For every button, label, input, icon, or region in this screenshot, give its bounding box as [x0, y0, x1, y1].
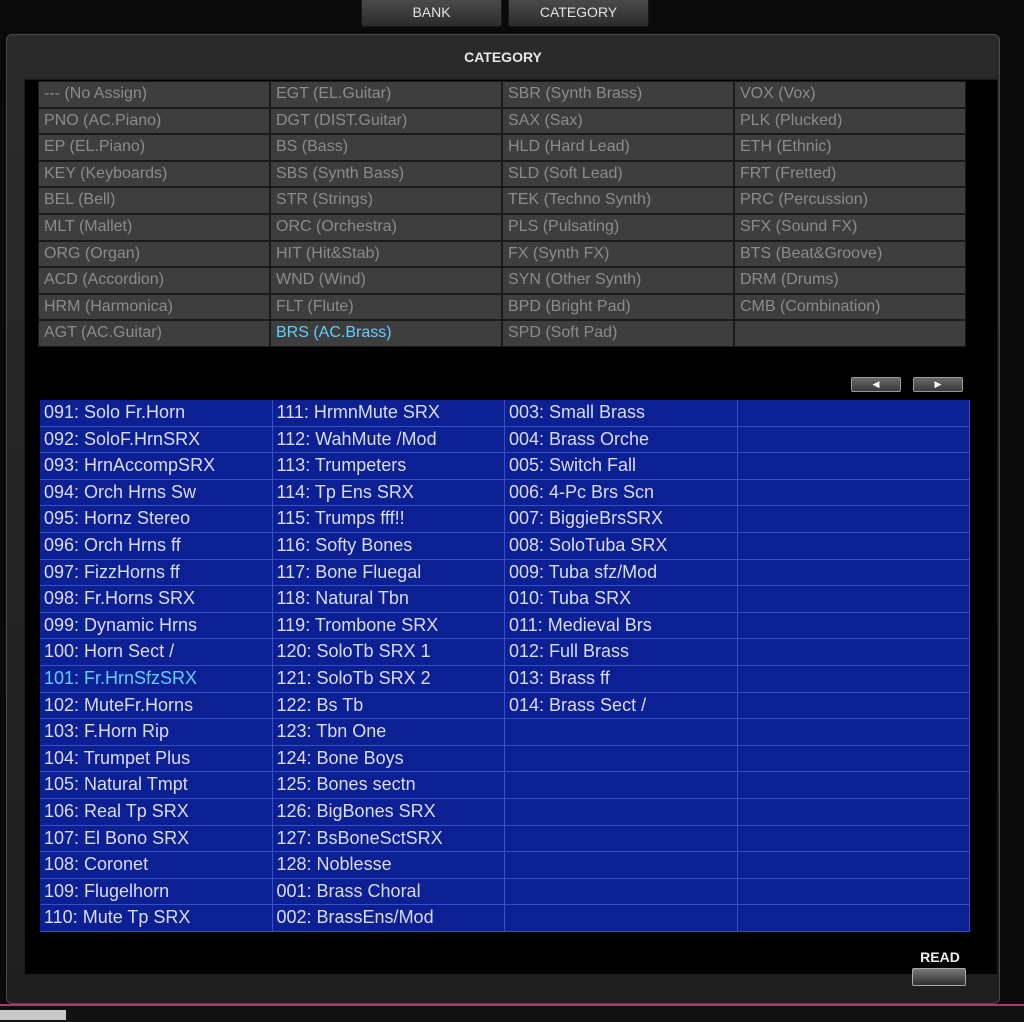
category-cell[interactable]: ORC (Orchestra) [270, 214, 502, 241]
category-cell[interactable]: BS (Bass) [270, 134, 502, 161]
program-cell[interactable] [738, 799, 971, 826]
program-cell[interactable]: 102: MuteFr.Horns [40, 693, 273, 720]
category-cell[interactable]: SAX (Sax) [502, 108, 734, 135]
category-cell[interactable]: SLD (Soft Lead) [502, 161, 734, 188]
program-cell[interactable]: 005: Switch Fall [505, 453, 738, 480]
program-cell[interactable] [738, 613, 971, 640]
category-cell[interactable]: MLT (Mallet) [38, 214, 270, 241]
program-cell[interactable] [505, 772, 738, 799]
program-cell[interactable]: 112: WahMute /Mod [273, 427, 506, 454]
program-cell[interactable] [738, 719, 971, 746]
program-cell[interactable]: 097: FizzHorns ff [40, 560, 273, 587]
category-cell[interactable]: ETH (Ethnic) [734, 134, 966, 161]
program-cell[interactable]: 013: Brass ff [505, 666, 738, 693]
read-button[interactable] [912, 968, 966, 986]
program-cell[interactable]: 092: SoloF.HrnSRX [40, 427, 273, 454]
program-cell[interactable]: 119: Trombone SRX [273, 613, 506, 640]
program-cell[interactable] [738, 905, 971, 932]
category-cell[interactable]: SYN (Other Synth) [502, 267, 734, 294]
program-cell[interactable] [738, 586, 971, 613]
program-cell[interactable]: 093: HrnAccompSRX [40, 453, 273, 480]
program-cell[interactable]: 113: Trumpeters [273, 453, 506, 480]
program-cell[interactable]: 095: Hornz Stereo [40, 506, 273, 533]
category-cell[interactable]: AGT (AC.Guitar) [38, 320, 270, 347]
program-cell[interactable] [738, 746, 971, 773]
program-cell[interactable]: 114: Tp Ens SRX [273, 480, 506, 507]
program-cell[interactable]: 118: Natural Tbn [273, 586, 506, 613]
category-cell[interactable]: BPD (Bright Pad) [502, 294, 734, 321]
program-cell[interactable] [738, 666, 971, 693]
program-cell[interactable]: 115: Trumps fff!! [273, 506, 506, 533]
category-cell[interactable]: --- (No Assign) [38, 81, 270, 108]
program-cell[interactable] [738, 453, 971, 480]
category-cell[interactable]: PLS (Pulsating) [502, 214, 734, 241]
program-cell[interactable] [738, 852, 971, 879]
program-cell[interactable] [505, 826, 738, 853]
program-cell[interactable]: 103: F.Horn Rip [40, 719, 273, 746]
program-cell[interactable] [738, 693, 971, 720]
program-cell[interactable]: 120: SoloTb SRX 1 [273, 639, 506, 666]
program-cell[interactable] [505, 852, 738, 879]
program-cell[interactable]: 009: Tuba sfz/Mod [505, 560, 738, 587]
category-cell[interactable]: DRM (Drums) [734, 267, 966, 294]
program-cell[interactable] [738, 400, 971, 427]
category-cell[interactable]: HRM (Harmonica) [38, 294, 270, 321]
program-cell[interactable]: 091: Solo Fr.Horn [40, 400, 273, 427]
program-cell[interactable]: 104: Trumpet Plus [40, 746, 273, 773]
program-cell[interactable]: 096: Orch Hrns ff [40, 533, 273, 560]
page-prev-button[interactable]: ◀ [851, 377, 901, 392]
program-cell[interactable] [505, 905, 738, 932]
program-cell[interactable]: 011: Medieval Brs [505, 613, 738, 640]
program-cell[interactable]: 014: Brass Sect / [505, 693, 738, 720]
bottom-block [0, 1010, 66, 1020]
program-cell[interactable] [505, 879, 738, 906]
category-cell[interactable]: WND (Wind) [270, 267, 502, 294]
category-cell[interactable]: FX (Synth FX) [502, 241, 734, 268]
program-cell[interactable]: 124: Bone Boys [273, 746, 506, 773]
program-cell[interactable] [738, 772, 971, 799]
program-cell[interactable]: 108: Coronet [40, 852, 273, 879]
category-cell[interactable]: SFX (Sound FX) [734, 214, 966, 241]
program-cell[interactable]: 100: Horn Sect / [40, 639, 273, 666]
program-cell[interactable]: 099: Dynamic Hrns [40, 613, 273, 640]
category-cell[interactable]: BEL (Bell) [38, 187, 270, 214]
program-cell[interactable] [738, 826, 971, 853]
program-grid [40, 400, 970, 932]
program-cell[interactable] [738, 639, 971, 666]
category-cell[interactable]: HLD (Hard Lead) [502, 134, 734, 161]
category-cell[interactable]: CMB (Combination) [734, 294, 966, 321]
program-cell[interactable]: 002: BrassEns/Mod [273, 905, 506, 932]
category-cell[interactable]: STR (Strings) [270, 187, 502, 214]
category-cell[interactable]: HIT (Hit&Stab) [270, 241, 502, 268]
category-cell[interactable]: TEK (Techno Synth) [502, 187, 734, 214]
program-cell[interactable]: 107: El Bono SRX [40, 826, 273, 853]
program-cell[interactable] [738, 560, 971, 587]
category-cell[interactable]: FLT (Flute) [270, 294, 502, 321]
program-cell[interactable] [505, 719, 738, 746]
program-cell[interactable]: 117: Bone Fluegal [273, 560, 506, 587]
category-cell[interactable]: PNO (AC.Piano) [38, 108, 270, 135]
category-cell[interactable]: VOX (Vox) [734, 81, 966, 108]
program-cell[interactable]: 004: Brass Orche [505, 427, 738, 454]
category-cell[interactable]: DGT (DIST.Guitar) [270, 108, 502, 135]
category-cell[interactable]: ACD (Accordion) [38, 267, 270, 294]
category-cell[interactable]: PRC (Percussion) [734, 187, 966, 214]
program-cell[interactable]: 007: BiggieBrsSRX [505, 506, 738, 533]
program-cell[interactable]: 008: SoloTuba SRX [505, 533, 738, 560]
category-cell[interactable]: BRS (AC.Brass) [270, 320, 502, 347]
category-cell[interactable]: SBR (Synth Brass) [502, 81, 734, 108]
bottom-strip [0, 1004, 1024, 1022]
program-cell[interactable]: 121: SoloTb SRX 2 [273, 666, 506, 693]
program-cell[interactable]: 116: Softy Bones [273, 533, 506, 560]
panel-title: CATEGORY [464, 49, 542, 65]
program-cell[interactable]: 125: Bones sectn [273, 772, 506, 799]
read-label: READ [920, 949, 960, 965]
category-cell[interactable]: SBS (Synth Bass) [270, 161, 502, 188]
category-cell[interactable]: PLK (Plucked) [734, 108, 966, 135]
program-cell[interactable]: 001: Brass Choral [273, 879, 506, 906]
program-cell[interactable]: 122: Bs Tb [273, 693, 506, 720]
category-cell[interactable]: EP (EL.Piano) [38, 134, 270, 161]
tab-bank[interactable]: BANK [361, 0, 502, 27]
program-cell[interactable]: 128: Noblesse [273, 852, 506, 879]
program-cell[interactable]: 127: BsBoneSctSRX [273, 826, 506, 853]
program-cell[interactable] [738, 427, 971, 454]
program-cell[interactable] [738, 879, 971, 906]
category-cell[interactable]: FRT (Fretted) [734, 161, 966, 188]
category-cell[interactable]: EGT (EL.Guitar) [270, 81, 502, 108]
program-cell[interactable]: 111: HrmnMute SRX [273, 400, 506, 427]
program-cell[interactable] [738, 533, 971, 560]
category-cell[interactable]: SPD (Soft Pad) [502, 320, 734, 347]
program-cell[interactable]: 006: 4-Pc Brs Scn [505, 480, 738, 507]
category-cell[interactable]: KEY (Keyboards) [38, 161, 270, 188]
program-cell[interactable]: 098: Fr.Horns SRX [40, 586, 273, 613]
program-cell[interactable]: 123: Tbn One [273, 719, 506, 746]
program-cell[interactable]: 126: BigBones SRX [273, 799, 506, 826]
category-cell[interactable]: ORG (Organ) [38, 241, 270, 268]
program-cell[interactable]: 105: Natural Tmpt [40, 772, 273, 799]
program-cell[interactable]: 003: Small Brass [505, 400, 738, 427]
category-cell[interactable]: BTS (Beat&Groove) [734, 241, 966, 268]
program-cell[interactable]: 109: Flugelhorn [40, 879, 273, 906]
category-cell[interactable] [734, 320, 966, 347]
program-cell[interactable]: 101: Fr.HrnSfzSRX [40, 666, 273, 693]
program-cell[interactable]: 106: Real Tp SRX [40, 799, 273, 826]
program-cell[interactable]: 010: Tuba SRX [505, 586, 738, 613]
program-cell[interactable] [505, 746, 738, 773]
program-cell[interactable]: 110: Mute Tp SRX [40, 905, 273, 932]
program-cell[interactable]: 012: Full Brass [505, 639, 738, 666]
program-cell[interactable]: 094: Orch Hrns Sw [40, 480, 273, 507]
tab-category[interactable]: CATEGORY [508, 0, 649, 27]
program-cell[interactable] [738, 506, 971, 533]
program-cell[interactable] [738, 480, 971, 507]
category-grid [38, 81, 970, 347]
page-next-button[interactable]: ▶ [913, 377, 963, 392]
program-cell[interactable] [505, 799, 738, 826]
